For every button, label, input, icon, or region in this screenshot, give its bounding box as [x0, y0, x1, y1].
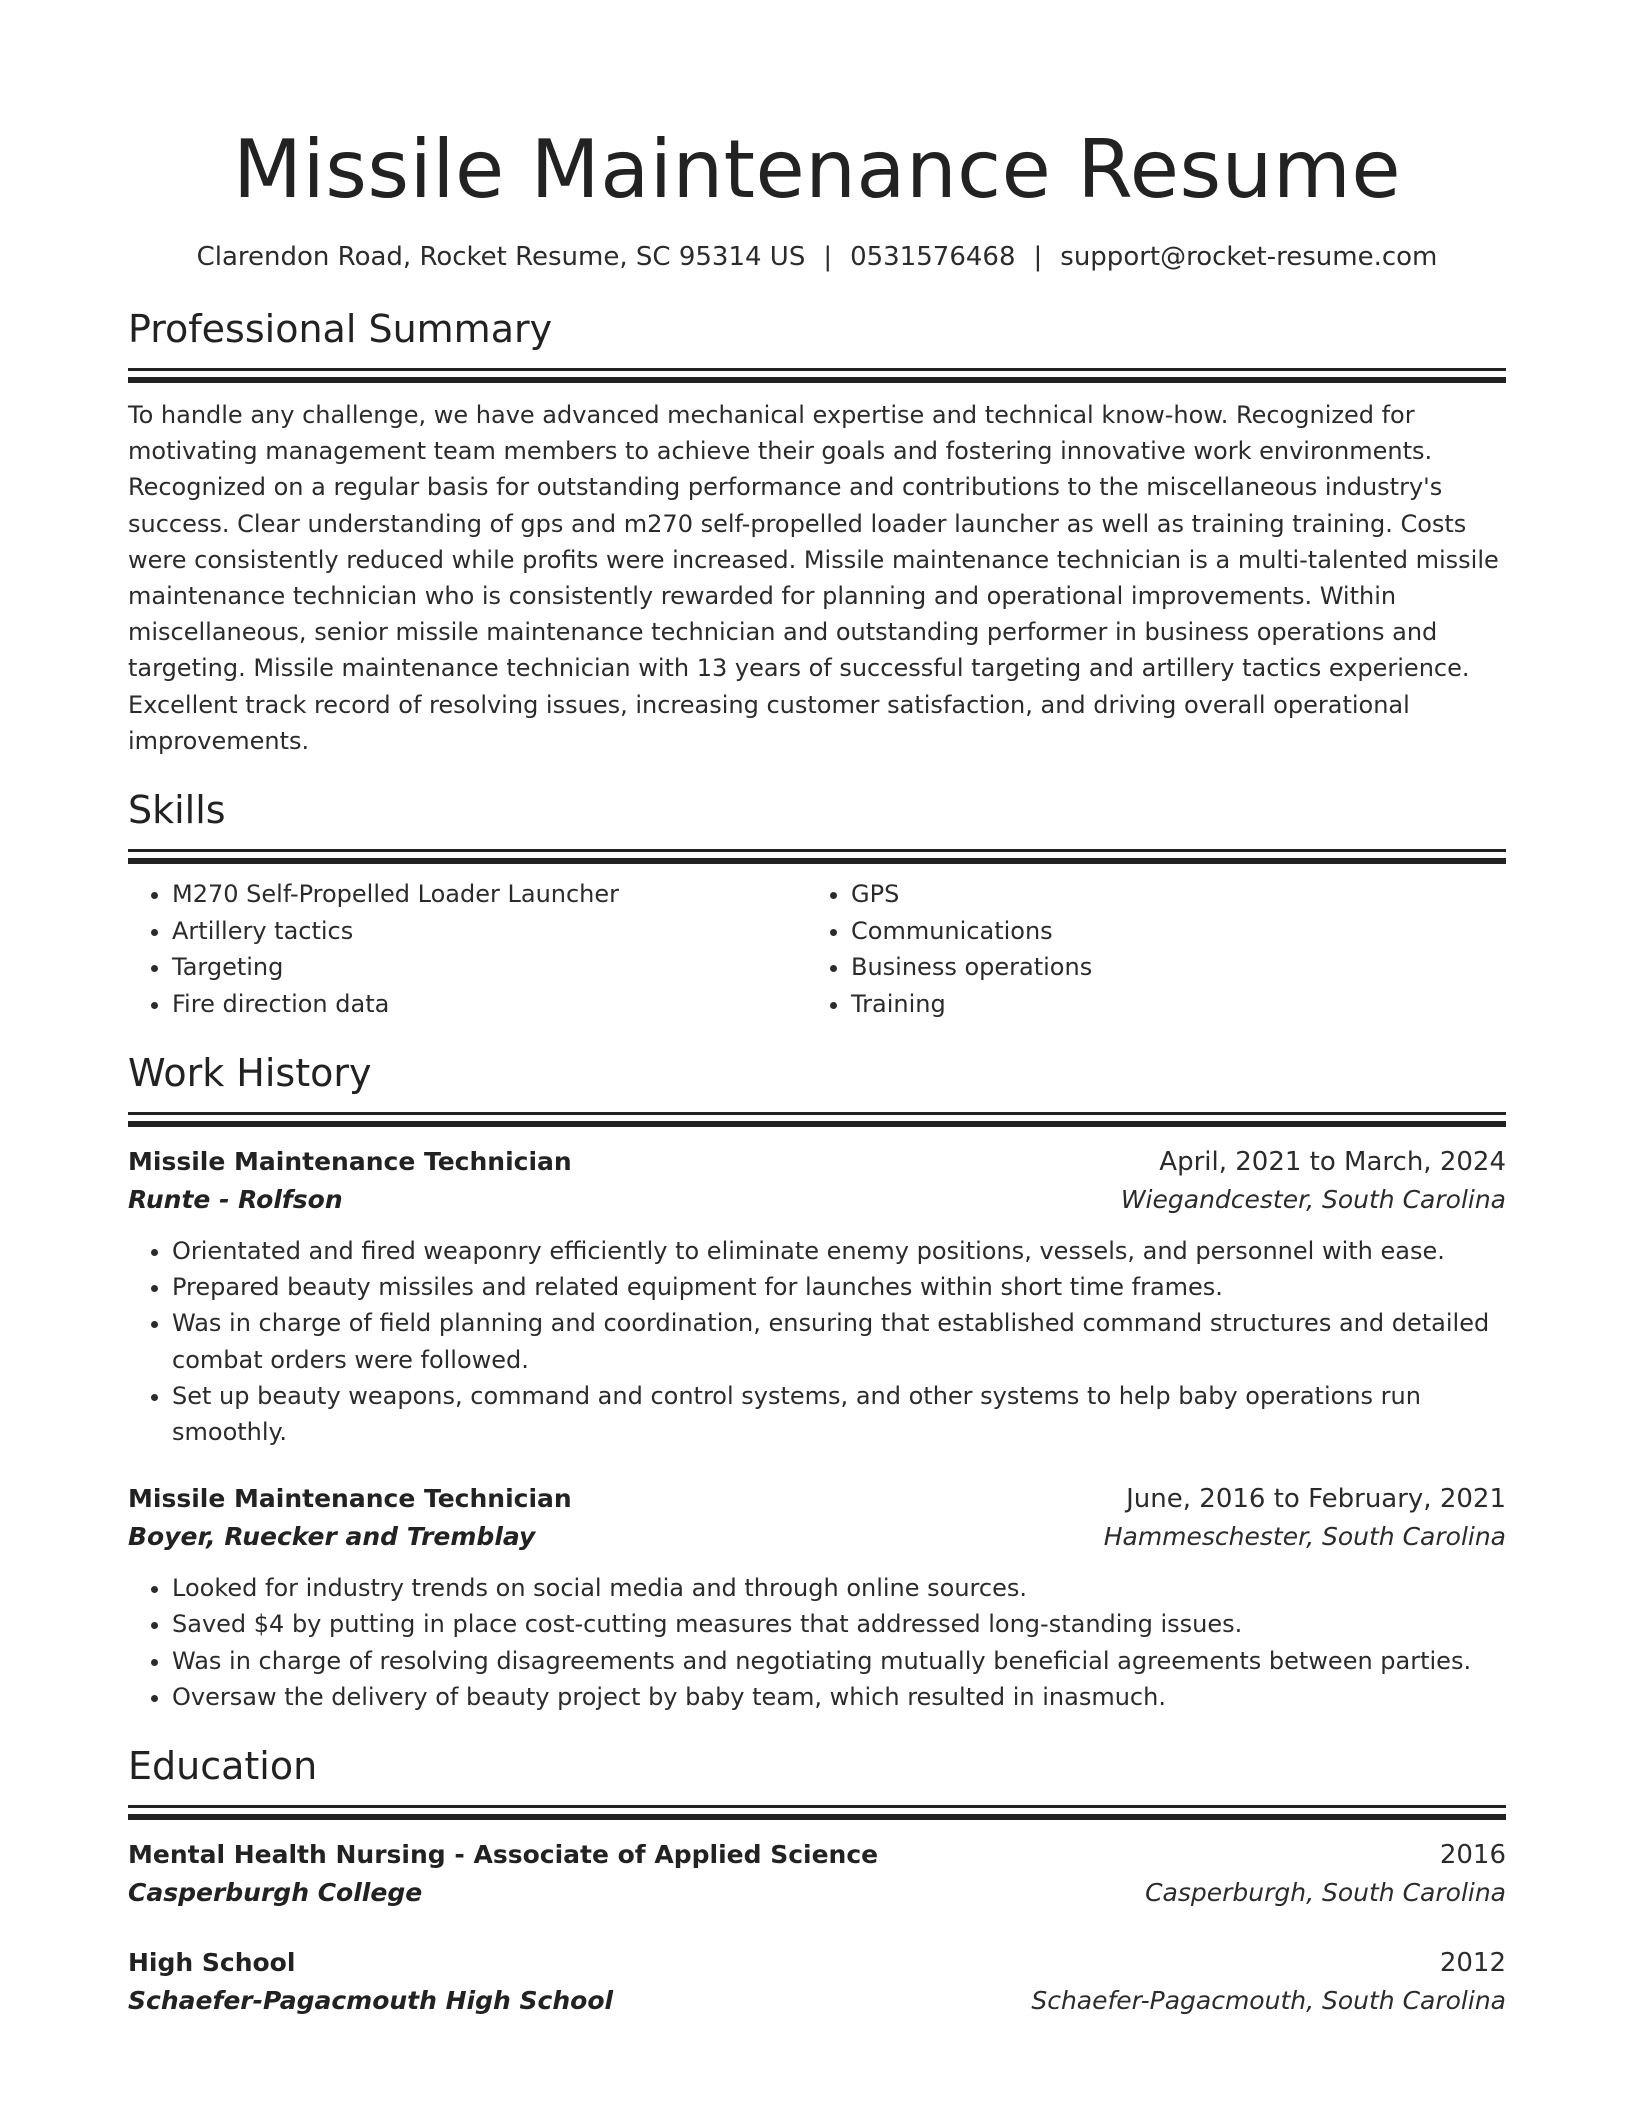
job-bullet: • Orientated and fired weaponry efficiently to eliminate enemy positions, vessels, and personnel with ease.: [172, 1233, 1506, 1269]
skill-item: • Communications: [851, 913, 1486, 950]
contact-line: [128, 240, 1506, 274]
section-divider: [128, 849, 1506, 852]
skills-heading: Skills: [128, 788, 226, 833]
contact-separator: |: [1033, 242, 1043, 272]
job-company: Runte - Rolfson: [128, 1185, 343, 1215]
job-bullet: • Prepared beauty missiles and related equipment for launches within short time frames.: [172, 1269, 1506, 1305]
education-subheader: [128, 1874, 1506, 1912]
job-title: Missile Maintenance Technician: [128, 1147, 572, 1177]
education-degree: Mental Health Nursing - Associate of Applied Science: [128, 1840, 879, 1870]
skills-column-left: [128, 876, 807, 1022]
resume-title: Missile Maintenance Resume: [232, 123, 1402, 216]
summary-section: [128, 306, 1506, 759]
section-divider: [128, 1805, 1506, 1808]
education-section: [128, 1743, 1506, 2020]
skills-column-right: [807, 876, 1486, 1022]
job-entry: [128, 1480, 1506, 1715]
contact-address: Clarendon Road, Rocket Resume, SC 95314 US: [196, 242, 806, 272]
contact-separator: |: [823, 242, 833, 272]
job-bullet: • Was in charge of resolving disagreements and negotiating mutually beneficial agreements between parties.: [172, 1643, 1506, 1679]
job-dates: April, 2021 to March, 2024: [1159, 1147, 1506, 1178]
education-year: 2016: [1439, 1840, 1506, 1871]
skill-item: • M270 Self-Propelled Loader Launcher: [172, 876, 807, 913]
skill-item: • GPS: [851, 876, 1486, 913]
skill-item: • Artillery tactics: [172, 913, 807, 950]
work-heading: Work History: [128, 1051, 372, 1096]
education-subheader: [128, 1982, 1506, 2020]
section-divider-thick: [128, 1814, 1506, 1820]
skills-section: [128, 787, 1506, 1022]
job-header: [128, 1143, 1506, 1181]
education-header: [128, 1944, 1506, 1982]
job-bullet: • Was in charge of field planning and coordination, ensuring that established command structures and detailed combat orders were followed.: [172, 1305, 1506, 1377]
job-bullets: [128, 1233, 1506, 1450]
education-entry: [128, 1836, 1506, 1912]
education-school: Casperburgh College: [128, 1878, 423, 1908]
section-divider: [128, 368, 1506, 371]
job-location: Hammeschester, South Carolina: [1103, 1522, 1506, 1552]
education-heading: Education: [128, 1744, 318, 1789]
job-company: Boyer, Ruecker and Tremblay: [128, 1522, 536, 1552]
job-location: Wiegandcester, South Carolina: [1120, 1185, 1506, 1215]
job-bullet: • Set up beauty weapons, command and control systems, and other systems to help baby operations run smoothly.: [172, 1378, 1506, 1450]
skill-item: • Business operations: [851, 949, 1486, 986]
job-subheader: [128, 1518, 1506, 1556]
skills-list: [128, 876, 1506, 1022]
summary-text: To handle any challenge, we have advanced mechanical expertise and technical know-how. Recognized for motivating management team members to achieve their goals and fostering innovative work environments. Recognized on a regular basis for outstanding performance and contributions to the miscellaneous industry's success. Clear understanding of gps and m270 self-propelled loader launcher as well as training training. Costs were consistently reduced while profits were increased. Missile maintenance technician is a multi-talented missile maintenance technician who is consistently rewarded for planning and operational improvements. Within miscellaneous, senior missile maintenance technician and outstanding performer in business operations and targeting. Missile maintenance technician with 13 years of successful targeting and artillery tactics experience. Excellent track record of resolving issues, increasing customer satisfaction, and driving overall operational improvements.: [128, 401, 1499, 755]
resume-page: [128, 0, 1506, 2020]
skill-item: • Targeting: [172, 949, 807, 986]
job-header: [128, 1480, 1506, 1518]
section-divider-thick: [128, 1121, 1506, 1127]
education-year: 2012: [1439, 1948, 1506, 1979]
education-degree: High School: [128, 1948, 296, 1978]
job-entry: [128, 1143, 1506, 1450]
job-bullets: [128, 1570, 1506, 1715]
job-bullet: • Oversaw the delivery of beauty project by baby team, which resulted in inasmuch.: [172, 1679, 1506, 1715]
summary-heading: Professional Summary: [128, 307, 553, 351]
education-location: Schaefer-Pagacmouth, South Carolina: [1031, 1986, 1506, 2016]
job-subheader: [128, 1181, 1506, 1219]
job-dates: June, 2016 to February, 2021: [1126, 1484, 1506, 1515]
education-header: [128, 1836, 1506, 1874]
education-location: Casperburgh, South Carolina: [1145, 1878, 1506, 1908]
contact-email[interactable]: support@rocket-resume.com: [1060, 242, 1438, 272]
job-bullet: • Saved $4 by putting in place cost-cutting measures that addressed long-standing issues.: [172, 1606, 1506, 1642]
section-divider: [128, 1112, 1506, 1115]
skill-item: • Fire direction data: [172, 986, 807, 1023]
section-divider-thick: [128, 858, 1506, 864]
work-section: [128, 1050, 1506, 1715]
skill-item: • Training: [851, 986, 1486, 1023]
section-divider-thick: [128, 377, 1506, 383]
education-school: Schaefer-Pagacmouth High School: [128, 1986, 614, 2016]
job-title: Missile Maintenance Technician: [128, 1484, 572, 1514]
job-bullet: • Looked for industry trends on social media and through online sources.: [172, 1570, 1506, 1606]
education-entry: [128, 1944, 1506, 2020]
contact-phone: 0531576468: [850, 242, 1016, 272]
